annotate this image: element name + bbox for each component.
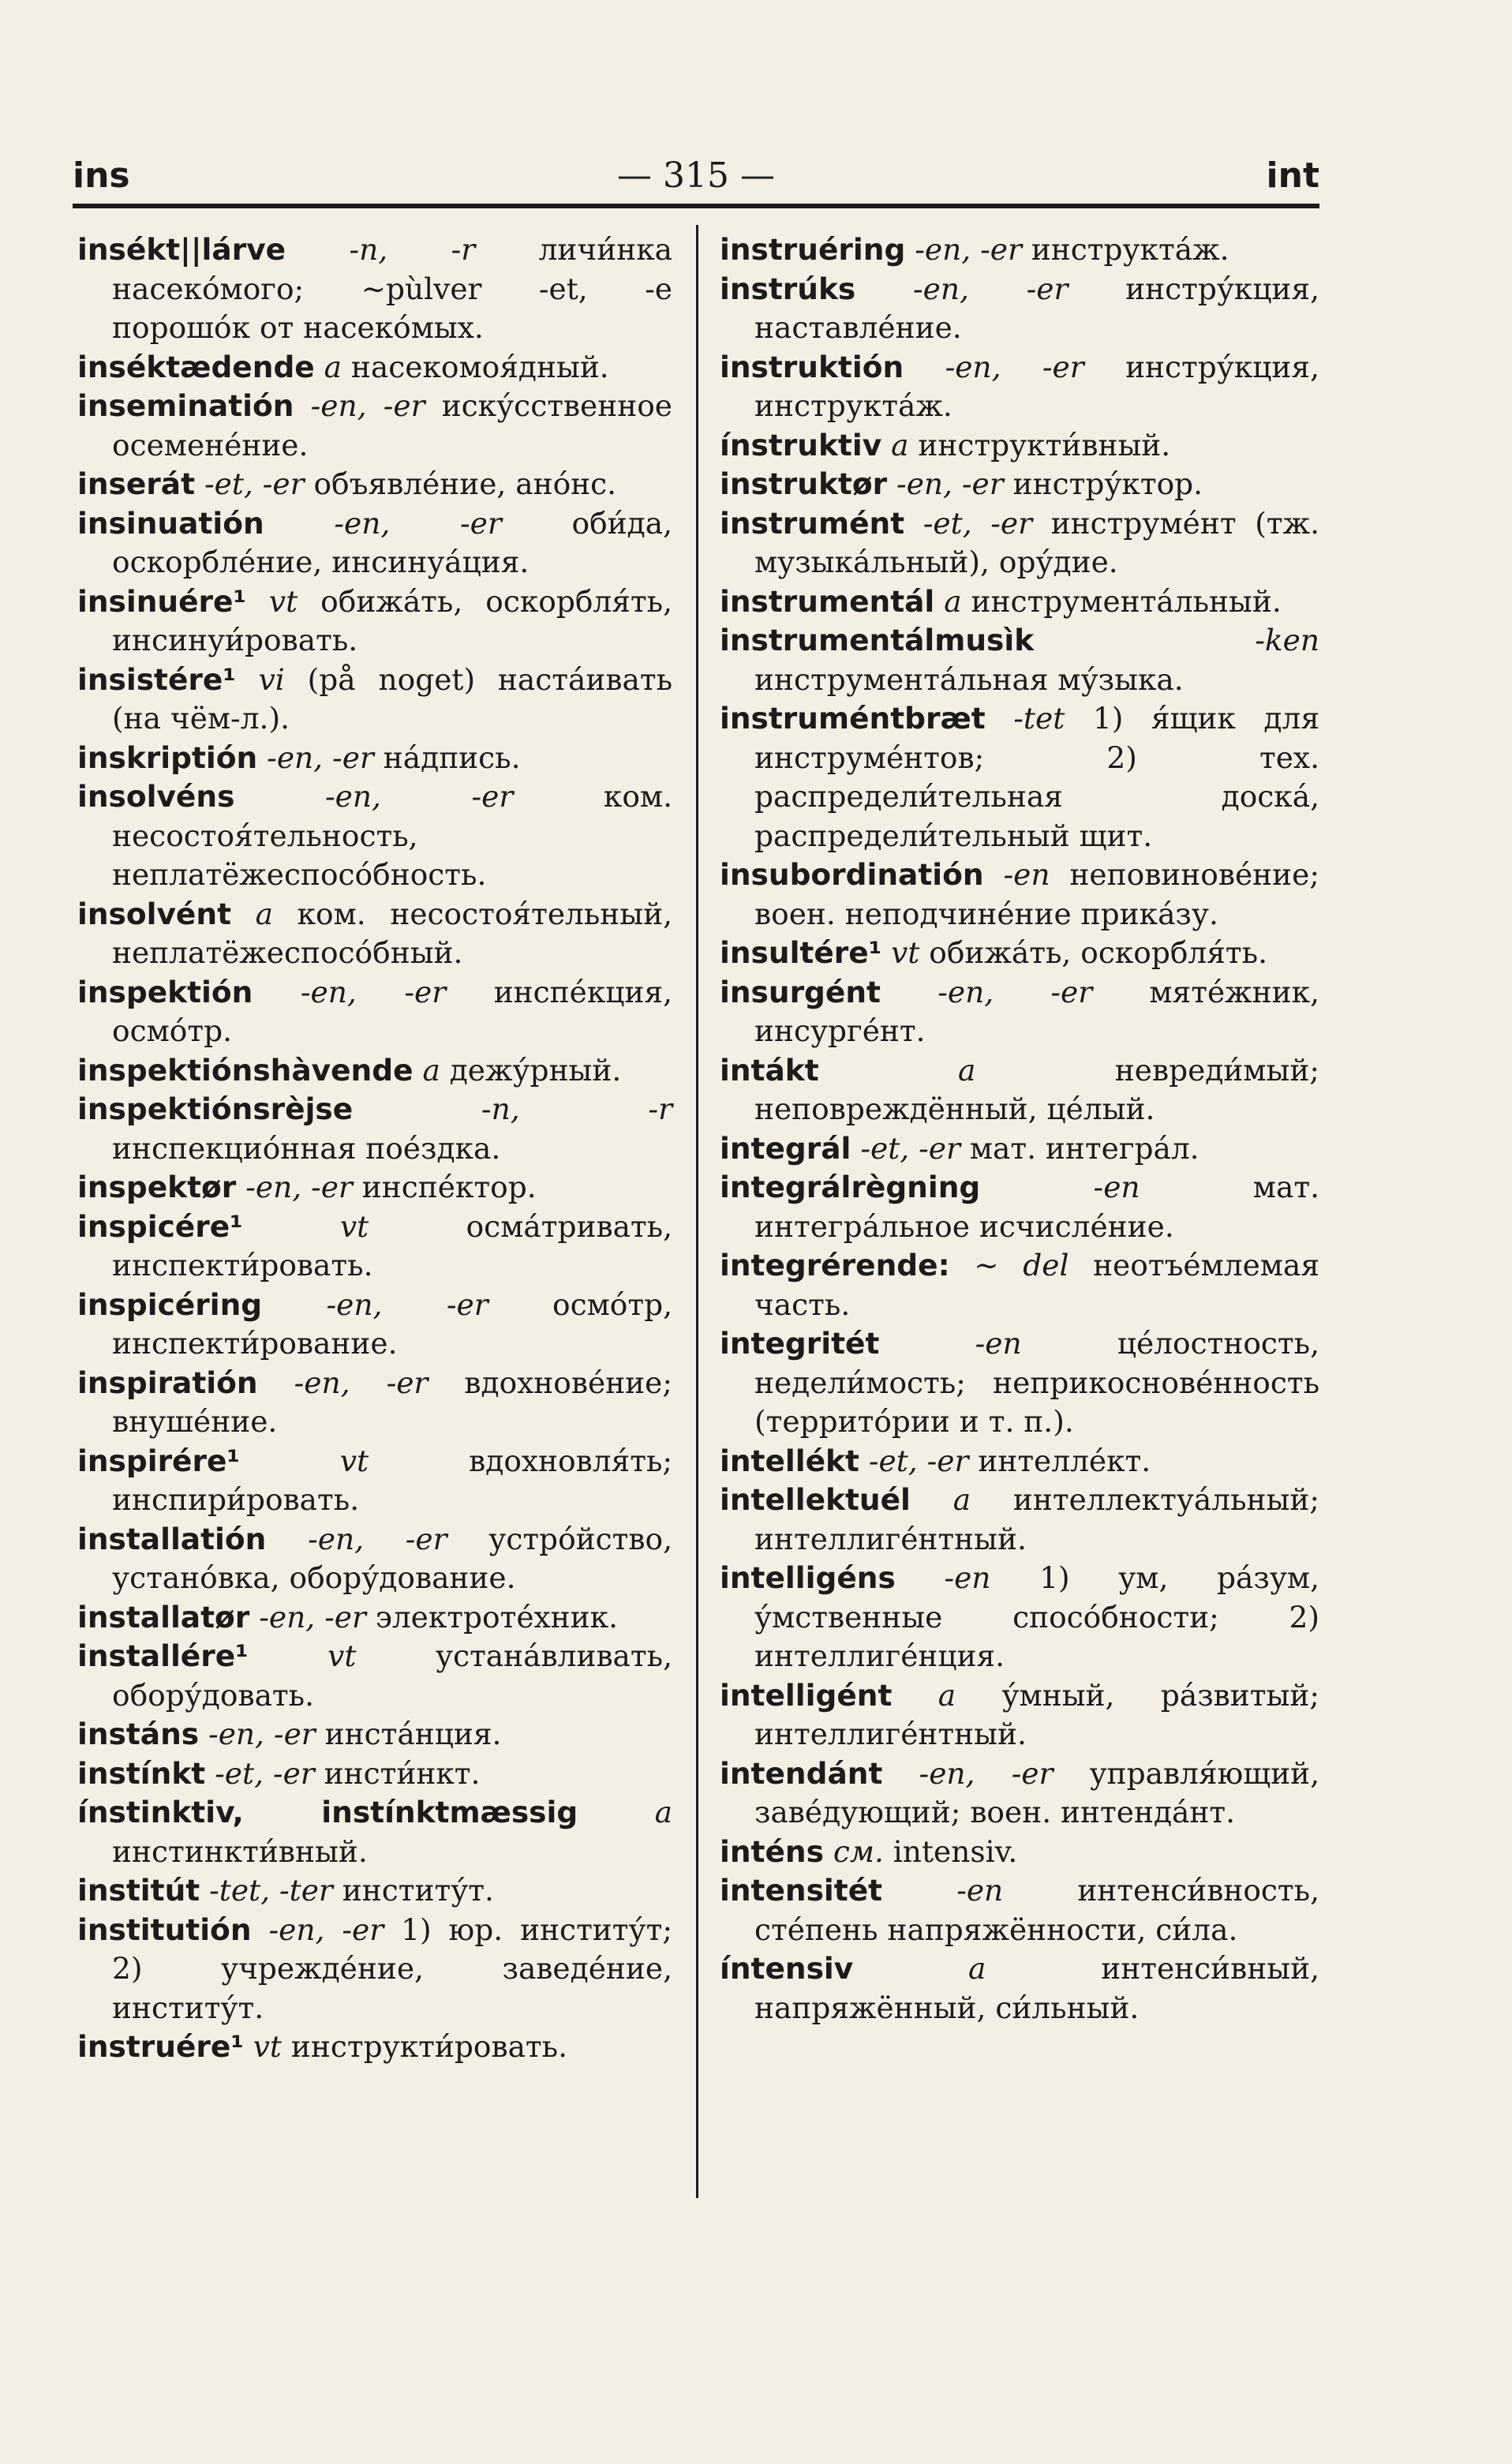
grammar-info: a [968, 1951, 986, 1986]
headword: intelligéns [720, 1560, 896, 1595]
headword: integrálrègning [720, 1170, 981, 1204]
grammar-info: -en, -er [308, 1521, 447, 1556]
dictionary-entry [77, 973, 672, 1051]
dictionary-entry [720, 1129, 1319, 1169]
definition: интенси́вность, сте́пень напряжённости, си́ла. [754, 1873, 1319, 1947]
grammar-info: -en, -er [268, 1912, 384, 1947]
headword: installatión [77, 1521, 267, 1556]
headword: instruktión [720, 349, 904, 384]
definition: личи́нка насеко́мого; ~pùlver -et, -e порошо́к от насеко́мых. [112, 232, 673, 345]
dictionary-entry [720, 1833, 1319, 1872]
dictionary-entry [77, 895, 672, 973]
dictionary-entry [77, 1793, 672, 1871]
dictionary-entry [77, 504, 672, 582]
headword: intensitét [720, 1873, 883, 1908]
definition: устана́вливать, обору́довать. [112, 1638, 672, 1713]
dictionary-entry [77, 1715, 672, 1754]
dictionary-entry [77, 230, 672, 348]
dictionary-entry [720, 1168, 1319, 1246]
headword: inspektør [77, 1170, 237, 1204]
definition: ком. несостоя́тельность, неплатёжеспосо́бность. [112, 779, 672, 892]
dictionary-entry [720, 1754, 1319, 1833]
definition: 1) ум, ра́зум, у́мственные спосо́бности; 2) интеллиге́нция. [754, 1560, 1320, 1673]
grammar-info: -en [956, 1873, 1004, 1908]
headword: inseminatión [77, 388, 294, 423]
page-number: — 315 — [617, 155, 775, 196]
headword: insékt||lárve [77, 232, 286, 267]
grammar-info: vt [339, 1443, 369, 1478]
grammar-info: -en, -er [915, 232, 1022, 267]
grammar-info: -en, -er [896, 466, 1004, 501]
dictionary-entry [720, 582, 1319, 622]
definition: инструмента́льная му́зыка. [754, 661, 1184, 697]
dictionary-entry [77, 1364, 672, 1442]
dictionary-entry [77, 739, 672, 778]
running-header [73, 148, 1319, 204]
definition: инспе́ктор. [361, 1170, 537, 1204]
grammar-info: см. [833, 1833, 884, 1869]
grammar-info: -en, -er [208, 1717, 316, 1751]
definition: устро́йство, устано́вка, обору́дование. [112, 1521, 672, 1595]
dictionary-entry [77, 348, 672, 388]
definition: intensiv. [893, 1833, 1018, 1869]
grammar-info: -n, -r [481, 1092, 672, 1126]
dictionary-entry [720, 504, 1319, 582]
dictionary-entry [77, 1598, 672, 1638]
dictionary-entry [77, 2028, 672, 2067]
dictionary-entry [77, 1090, 672, 1168]
dictionary-entry [720, 1871, 1319, 1949]
definition: инстру́ктор. [1012, 466, 1203, 501]
dictionary-entry [720, 426, 1319, 466]
grammar-info: -tet [1013, 701, 1065, 736]
grammar-info: ~ del [974, 1248, 1069, 1283]
dictionary-entry [77, 1637, 672, 1715]
definition: вдохновля́ть; инспири́ровать. [112, 1443, 673, 1517]
grammar-info: -en, -er [912, 271, 1069, 306]
headword: instrumentálmusìk [720, 623, 1035, 657]
headword: instrumentál [720, 583, 935, 619]
definition: 1) я́щик для инструме́нтов; 2) тех. распредели́тельная доска́, распредели́тельный щит. [754, 701, 1320, 853]
headword: instruéring [720, 232, 906, 267]
definition: мяте́жник, инсурге́нт. [754, 974, 1319, 1048]
grammar-info: -en [975, 1326, 1022, 1361]
header-rule [73, 204, 1319, 208]
grammar-info: -en, -er [919, 1755, 1054, 1791]
headword: intellékt [720, 1443, 859, 1478]
headword: inspiratión [77, 1365, 258, 1400]
headword: instínkt [77, 1755, 206, 1791]
definition: иску́сственное осемене́ние. [112, 388, 672, 462]
headword: inséktædende [77, 349, 315, 384]
headword: inserát [77, 466, 196, 501]
definition: осмо́тр, инспекти́рование. [112, 1286, 673, 1361]
grammar-info: -en [1003, 857, 1050, 892]
grammar-info: -en [1093, 1170, 1140, 1204]
definition: це́лостность, недели́мость; неприкоснове́нность (террито́рии и т. п.). [754, 1326, 1319, 1439]
grammar-info: -ken [1255, 623, 1319, 657]
dictionary-entry [77, 777, 672, 895]
definition: объявле́ние, ано́нс. [313, 466, 617, 501]
grammar-info: a [654, 1795, 672, 1829]
definition: на́дпись. [383, 740, 521, 775]
definition: инструме́нт (тж. музыка́льный), ору́дие. [754, 505, 1320, 579]
grammar-info: a [255, 896, 273, 931]
dictionary-entry [720, 1051, 1319, 1129]
headword: inspektiónshàvende [77, 1052, 414, 1088]
definition: 1) юр. институ́т; 2) учрежде́ние, заведе́ние, институ́т. [112, 1912, 672, 2025]
headword: instrúks [720, 271, 856, 306]
grammar-info: -et, -er [860, 1130, 960, 1166]
dictionary-entry [77, 582, 672, 661]
column-divider [696, 225, 698, 2198]
dictionary-entry [720, 621, 1319, 699]
dictionary-entry [720, 1324, 1319, 1442]
dictionary-entry [77, 1871, 672, 1911]
definition: инстру́кция, инструкта́ж. [754, 349, 1319, 423]
headword: institút [77, 1873, 200, 1908]
dictionary-entry [720, 1949, 1319, 2028]
grammar-info: a [422, 1052, 440, 1088]
grammar-info: -en, -er [945, 349, 1084, 384]
headword: inspektiónsrèjse [77, 1092, 354, 1126]
grammar-info: -et, -er [923, 505, 1033, 541]
grammar-info: -en, -er [259, 1599, 366, 1635]
definition: инструкта́ж. [1031, 232, 1229, 267]
headword: integritét [720, 1326, 880, 1361]
dictionary-entry [720, 1559, 1319, 1676]
grammar-info: a [952, 1482, 971, 1517]
dictionary-entry [77, 387, 672, 465]
headword: insolvéns [77, 779, 235, 814]
definition: инструмента́льный. [971, 583, 1282, 619]
headword: inspektión [77, 974, 253, 1009]
definition: интенси́вный, напряжённый, си́льный. [754, 1951, 1320, 2025]
headword: insubordinatión [720, 857, 984, 892]
headword: insurgént [720, 974, 881, 1009]
definition: обижа́ть, оскорбля́ть, инсинуи́ровать. [112, 583, 672, 657]
grammar-info: -et, -er [215, 1755, 315, 1791]
grammar-info: vt [253, 2029, 282, 2064]
headword: insinuére¹ [77, 583, 246, 619]
headword: instruktør [720, 466, 888, 501]
headword: installatør [77, 1599, 250, 1635]
definition: (på noget) наста́ивать (на чём-л.). [112, 661, 673, 736]
headword: institutión [77, 1912, 252, 1947]
headword: intendánt [720, 1755, 883, 1791]
definition: неотъе́млемая часть. [754, 1248, 1319, 1322]
definition: инста́нция. [324, 1717, 502, 1751]
headword: insultére¹ [720, 935, 882, 970]
dictionary-entry [720, 230, 1319, 270]
dictionary-entry [720, 270, 1319, 348]
dictionary-entry [77, 1208, 672, 1286]
headword: intákt [720, 1052, 819, 1088]
dictionary-entry [77, 1754, 672, 1794]
definition: вдохнове́ние; внуше́ние. [112, 1365, 672, 1439]
headword: inténs [720, 1833, 824, 1869]
headword: instruméntbræt [720, 701, 986, 736]
definition: неповинове́ние; воен. неподчине́ние прика́зу. [754, 857, 1319, 931]
grammar-info: -n, -r [349, 232, 476, 267]
definition: осма́тривать, инспекти́ровать. [112, 1208, 673, 1283]
grammar-info: a [891, 427, 909, 462]
dictionary-entry [720, 973, 1319, 1051]
headword: integrál [720, 1130, 851, 1166]
headword: intelligént [720, 1677, 893, 1713]
dictionary-entry [77, 1051, 672, 1091]
dictionary-entry [720, 934, 1319, 973]
definition: инсти́нкт. [324, 1755, 481, 1791]
grammar-info: a [324, 349, 342, 384]
definition: ком. несостоя́тельный, неплатёжеспосо́бный. [112, 896, 673, 970]
headword: installére¹ [77, 1638, 249, 1673]
grammar-info: vi [258, 661, 285, 697]
definition: оби́да, оскорбле́ние, инсинуа́ция. [112, 505, 673, 579]
grammar-info: vt [891, 935, 920, 970]
dictionary-entry [720, 699, 1319, 856]
dictionary-entry [720, 1481, 1319, 1559]
right-column [720, 230, 1319, 2028]
grammar-info: vt [339, 1208, 369, 1244]
left-column [77, 230, 672, 2067]
headword: inskriptión [77, 740, 258, 775]
grammar-info: -en, -er [334, 505, 502, 541]
grammar-info: -en, -er [324, 779, 514, 814]
definition: у́мный, ра́звитый; интеллиге́нтный. [754, 1677, 1319, 1751]
definition: интеллектуа́льный; интеллиге́нтный. [754, 1482, 1319, 1556]
definition: инструкти́ровать. [290, 2029, 568, 2064]
headword: insolvént [77, 896, 231, 931]
dictionary-entry [720, 1246, 1319, 1324]
headword: ínstinktiv, instínktmæssig [77, 1795, 578, 1829]
dictionary-entry [77, 1520, 672, 1598]
definition: инстинкти́вный. [112, 1833, 368, 1869]
grammar-info: -et, -er [204, 466, 305, 501]
grammar-info: -et, -er [868, 1443, 969, 1478]
definition: управля́ющий, заве́дующий; воен. интенда́нт. [754, 1755, 1320, 1829]
grammar-info: a [958, 1052, 976, 1088]
headword: insinuatión [77, 505, 264, 541]
definition: дежу́рный. [449, 1052, 622, 1088]
headword: ínstruktiv [720, 427, 882, 462]
guide-word-right: int [1266, 155, 1319, 196]
headword: instruére¹ [77, 2029, 244, 2064]
grammar-info: vt [268, 583, 298, 619]
dictionary-entry [720, 856, 1319, 934]
headword: instáns [77, 1717, 200, 1751]
grammar-info: -en, -er [300, 974, 447, 1009]
dictionary-entry [77, 1168, 672, 1208]
grammar-info: a [944, 583, 962, 619]
headword: inspicéring [77, 1286, 263, 1322]
dictionary-entry [77, 1911, 672, 2028]
grammar-info: -en, -er [294, 1365, 429, 1400]
guide-word-left: ins [73, 155, 130, 196]
definition: невреди́мый; неповреждённый, це́лый. [754, 1052, 1319, 1126]
dictionary-entry [77, 1442, 672, 1520]
definition: обижа́ть, оскорбля́ть. [929, 935, 1267, 970]
headword: instrumént [720, 505, 905, 541]
definition: инспекцио́нная пое́здка. [112, 1130, 501, 1166]
grammar-info: -tet, -ter [209, 1873, 333, 1908]
definition: насекомоя́дный. [350, 349, 609, 384]
grammar-info: -en, -er [245, 1170, 353, 1204]
dictionary-entry [77, 1286, 672, 1364]
definition: институ́т. [342, 1873, 494, 1908]
grammar-info: -en, -er [267, 740, 374, 775]
dictionary-entry [720, 465, 1319, 504]
grammar-info: -en, -er [310, 388, 425, 423]
definition: мат. интегра́л. [969, 1130, 1199, 1166]
headword: inspicére¹ [77, 1208, 243, 1244]
grammar-info: -en [944, 1560, 991, 1595]
definition: инстру́кция, наставле́ние. [754, 271, 1320, 345]
headword: intellektuél [720, 1482, 911, 1517]
definition: интелле́кт. [978, 1443, 1151, 1478]
headword: insistére¹ [77, 661, 236, 697]
headword: íntensiv [720, 1951, 854, 1986]
grammar-info: -en, -er [326, 1286, 488, 1322]
dictionary-entry [720, 1676, 1319, 1754]
definition: инспе́кция, осмо́тр. [112, 974, 672, 1048]
dictionary-entry [720, 1442, 1319, 1481]
definition: электроте́хник. [375, 1599, 619, 1635]
dictionary-entry [77, 661, 672, 739]
headword: inspirére¹ [77, 1443, 240, 1478]
grammar-info: -en, -er [938, 974, 1093, 1009]
grammar-info: vt [327, 1638, 357, 1673]
dictionary-entry [720, 348, 1319, 426]
dictionary-entry [77, 465, 672, 504]
definition: мат. интегра́льное исчисле́ние. [754, 1170, 1319, 1244]
grammar-info: a [938, 1677, 956, 1713]
headword: integrérende: [720, 1248, 950, 1283]
definition: инструкти́вный. [918, 427, 1171, 462]
